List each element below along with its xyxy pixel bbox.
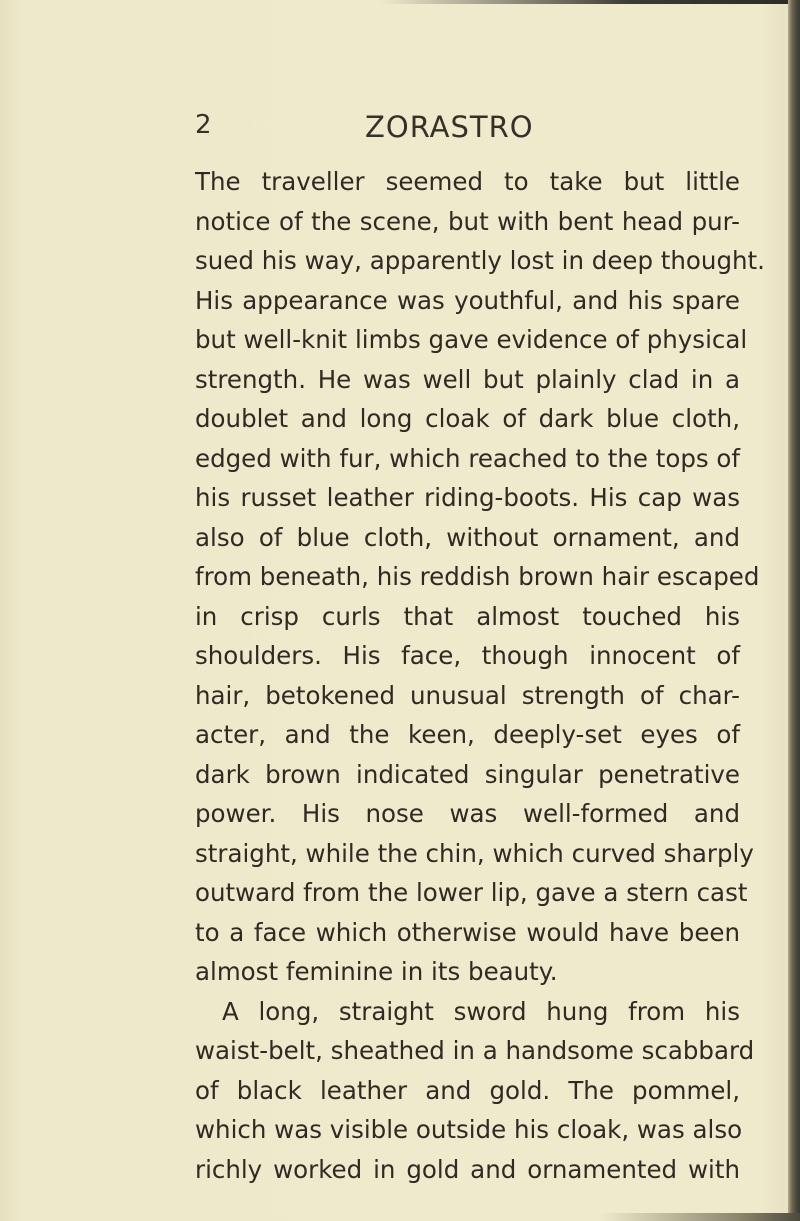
text-line: straight, while the chin, which curved sharply — [195, 838, 754, 868]
text-line: richly worked in gold and ornamented with — [195, 1154, 740, 1184]
text-line: hair, betokened unusual strength of char- — [195, 680, 740, 710]
text-line: of black leather and gold. The pommel, — [195, 1075, 740, 1105]
page-edge-right — [788, 0, 800, 1221]
running-title: ZORASTRO — [365, 110, 534, 144]
text-line: The traveller seemed to take but little — [195, 167, 740, 196]
text-line: strength. He was well but plainly clad in a — [195, 364, 740, 394]
text-line: in crisp curls that almost touched his — [195, 601, 740, 631]
text-line: notice of the scene, but with bent head pur- — [195, 206, 740, 236]
page-number: 2 — [195, 110, 212, 140]
page-header — [195, 110, 755, 150]
text-line: shoulders. His face, though innocent of — [195, 641, 740, 670]
text-line: dark brown indicated singular penetrative — [195, 759, 740, 789]
text-line: sued his way, apparently lost in deep thought. — [195, 246, 765, 275]
paragraph-start-line: A long, straight sword hung from his — [222, 996, 740, 1026]
text-line: from beneath, his reddish brown hair escaped — [195, 562, 760, 591]
text-line: outward from the lower lip, gave a stern cast — [195, 878, 748, 907]
text-line: edged with fur, which reached to the tops of — [195, 443, 741, 473]
paragraph-end-line: almost feminine in its beauty. — [195, 957, 558, 986]
text-line: to a face which otherwise would have been — [195, 917, 740, 947]
text-line: His appearance was youthful, and his spare — [195, 285, 740, 315]
text-line: also of blue cloth, without ornament, and — [195, 522, 740, 552]
text-line: which was visible outside his cloak, was also — [195, 1115, 743, 1144]
text-line: his russet leather riding-boots. His cap was — [195, 483, 740, 512]
text-line: waist-belt, sheathed in a handsome scabbard — [195, 1036, 755, 1065]
body-text — [195, 162, 765, 1189]
text-line: power. His nose was well-formed and — [195, 799, 740, 828]
text-line: acter, and the keen, deeply-set eyes of — [195, 720, 740, 749]
text-line: but well-knit limbs gave evidence of physical — [195, 325, 748, 354]
text-line: doublet and long cloak of dark blue cloth, — [195, 404, 740, 433]
page-edge-top — [380, 0, 800, 4]
page-edge-bottom — [600, 1213, 800, 1221]
